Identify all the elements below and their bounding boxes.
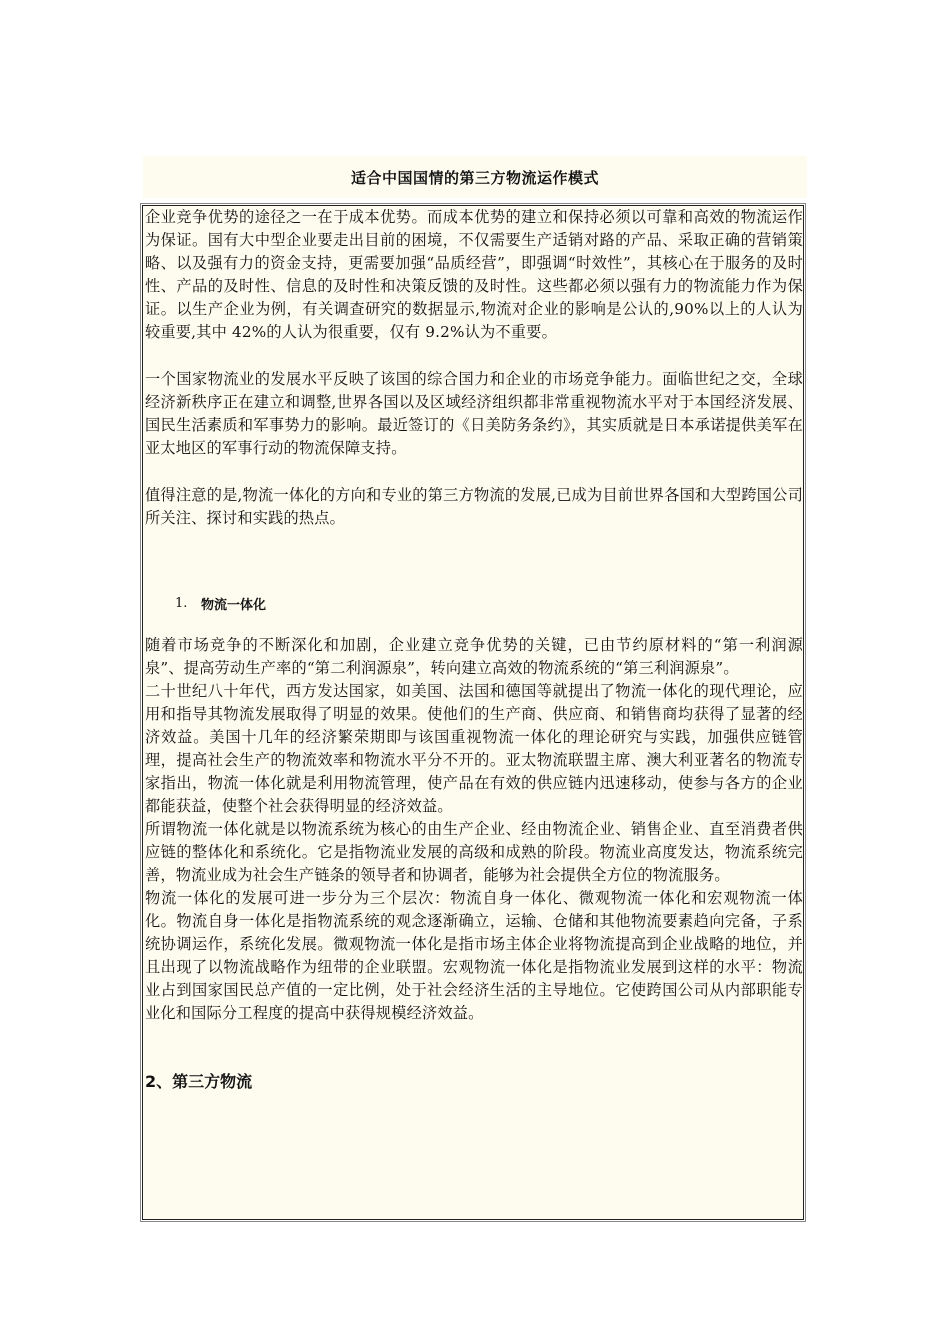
section-1-paragraph-3: 所谓物流一体化就是以物流系统为核心的由生产企业、经由物流企业、销售企业、直至消费者供应链的整体化和系统化。它是指物流业发展的高级和成熟的阶段。物流业高度发达，物流系统完善，物流业成为社会生产链条的领导者和协调者，能够为社会提供全方位的物流服务。 [145,820,803,884]
intro-paragraph-2: 一个国家物流业的发展水平反映了该国的综合国力和企业的市场竞争能力。面临世纪之交，全球经济新秩序正在建立和调整,世界各国以及区域经济组织都非常重视物流水平对于本国经济发展、国民生活素质和军事势力的影响。最近签订的《日美防务条约》，其实质就是日本承诺提供美军在亚太地区的军事行动的物流保障支持。 [145,370,803,457]
section-1-heading [143,592,803,614]
section-1-paragraph-2: 二十世纪八十年代，西方发达国家，如美国、法国和德国等就提出了物流一体化的现代理论，应用和指导其物流发展取得了明显的效果。使他们的生产商、供应商、和销售商均获得了显著的经济效益。美国十几年的经济繁荣期即与该国重视物流一体化的理论研究与实践，加强供应链管理，提高社会生产的物流效率和物流水平分不开的。亚太物流联盟主席、澳大利亚著名的物流专家指出，物流一体化就是利用物流管理，使产品在有效的供应链内迅速移动，使参与各方的企业都能获益，使整个社会获得明显的经济效益。 [145,682,803,815]
title-bar [143,156,807,198]
content-box [142,205,804,1220]
document-title: 适合中国国情的第三方物流运作模式 [350,168,599,187]
section-1-paragraph-1: 随着市场竞争的不断深化和加剧，企业建立竞争优势的关键，已由节约原材料的“第一利润源泉”、提高劳动生产率的“第二利润源泉”，转向建立高效的物流系统的“第三利润源泉”。 [145,636,803,677]
section-1-label: 物流一体化 [201,597,267,613]
section-2-heading: 2、第三方物流 [145,1072,253,1091]
section-1-number: 1. [175,595,188,611]
intro-paragraph-1: 企业竞争优势的途径之一在于成本优势。而成本优势的建立和保持必须以可靠和高效的物流运作为保证。国有大中型企业要走出目前的困境，不仅需要生产适销对路的产品、采取正确的营销策略、以及强有力的资金支持，更需要加强“品质经营”，即强调“时效性”，其核心在于服务的及时性、产品的及时性、信息的及时性和决策反馈的及时性。这些都必须以强有力的物流能力作为保证。以生产企业为例，有关调查研究的数据显示,物流对企业的影响是公认的,90%以上的人认为较重要,其中 42%的人认为很重要，仅有 9.2%认为不重要。 [145,208,803,341]
intro-paragraph-3: 值得注意的是,物流一体化的方向和专业的第三方物流的发展,已成为目前世界各国和大型跨国公司所关注、探讨和实践的热点。 [145,486,803,527]
section-1-paragraph-4: 物流一体化的发展可进一步分为三个层次：物流自身一体化、微观物流一体化和宏观物流一体化。物流自身一体化是指物流系统的观念逐渐确立，运输、仓储和其他物流要素趋向完备，子系统协调运作，系统化发展。微观物流一体化是指市场主体企业将物流提高到企业战略的地位，并且出现了以物流战略作为纽带的企业联盟。宏观物流一体化是指物流业发展到这样的水平：物流业占到国家国民总产值的一定比例，处于社会经济生活的主导地位。它使跨国公司从内部职能专业化和国际分工程度的提高中获得规模经济效益。 [145,889,803,1022]
